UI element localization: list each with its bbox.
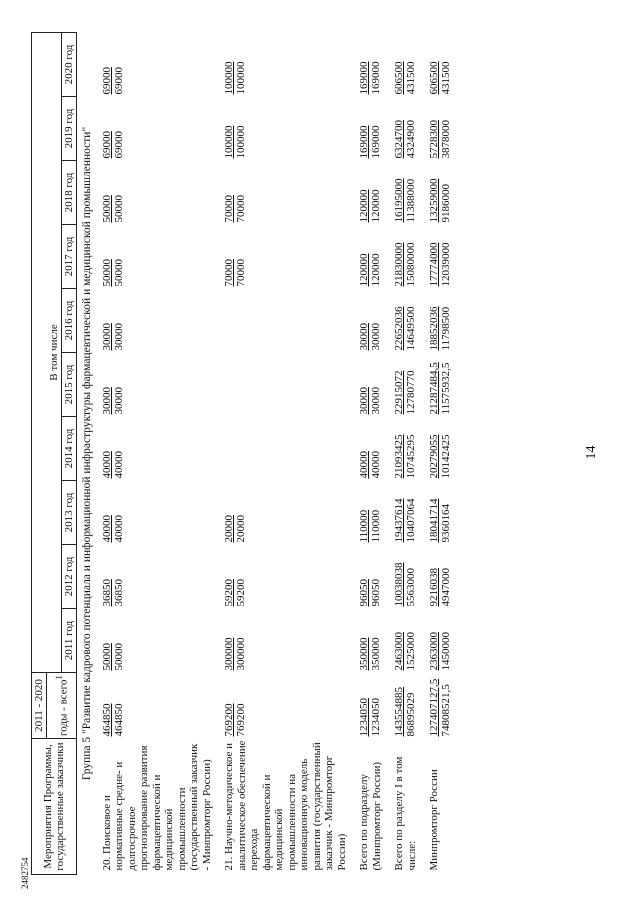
year-cell (428, 33, 452, 97)
value-total: 169000 (358, 61, 370, 95)
value-federal: 30000 (112, 323, 125, 351)
value-federal: 50000 (112, 643, 125, 671)
value-federal: 3878000 (440, 120, 452, 159)
value-federal: 10407064 (405, 498, 417, 543)
value-total: 17774000 (428, 242, 440, 287)
row-spacer (383, 33, 393, 875)
group-title: Группа 5 "Развитие кадрового потенциала и информационной инфраструктуры фармацевтической и медицинской промышленности" (80, 126, 93, 781)
value-federal: 431500 (405, 61, 417, 95)
value-federal: 14649500 (405, 306, 417, 351)
year-cell (428, 225, 452, 289)
row-spacer (452, 33, 462, 875)
value-federal: 120000 (370, 189, 382, 223)
value-total: 127407127,5 (428, 678, 440, 737)
year-2017: 2017 год (61, 225, 76, 289)
year-2020: 2020 год (61, 33, 76, 97)
spacer-cell (452, 33, 462, 875)
value-total: 1234050 (358, 698, 370, 737)
value-federal: 96050 (370, 579, 382, 607)
value-total: 120000 (358, 253, 370, 287)
year-cell (428, 161, 452, 225)
value-federal: 1525000 (405, 632, 417, 671)
value-total: 40000 (100, 451, 113, 479)
year-cell (358, 97, 383, 161)
table-row (393, 33, 418, 875)
value-federal: 4947000 (440, 568, 452, 607)
year-2012: 2012 год (61, 545, 76, 609)
value-total: 30000 (100, 387, 113, 415)
year-cell (358, 225, 383, 289)
header-period: 2011 - 2020 (32, 673, 47, 739)
year-cell (101, 353, 214, 417)
row-name: 20. Поисковое и нормативные средне- и долгосрочное прогнозирование развития фармацевтической и медицинской промышленности (государственный заказчик - Минпромторг России) (100, 743, 213, 871)
year-cell (358, 161, 383, 225)
value-total: 59200 (223, 579, 235, 607)
value-total: 10038038 (393, 562, 405, 607)
value-total: 606500 (428, 61, 440, 95)
year-cell (393, 545, 418, 609)
row-name: Минпромторг России (428, 769, 440, 871)
header-activity: Мероприятия Программы, государственные заказчики (32, 739, 77, 875)
value-federal: 9360164 (440, 504, 452, 543)
value-federal: 36850 (112, 579, 125, 607)
year-cell (393, 161, 418, 225)
value-total: 21830000 (393, 242, 405, 287)
year-cell (428, 481, 452, 545)
value-federal: 40000 (370, 451, 382, 479)
value-total: 69000 (100, 67, 113, 95)
value-federal: 10745295 (405, 434, 417, 479)
value-federal: 12780770 (405, 370, 417, 415)
value-total: 30000 (358, 323, 370, 351)
year-cell (101, 97, 214, 161)
value-total: 40000 (358, 451, 370, 479)
year-cell (358, 545, 383, 609)
year-cell (358, 481, 383, 545)
value-total: 50000 (100, 195, 113, 223)
value-total: 5728300 (428, 120, 440, 159)
year-2011: 2011 год (61, 609, 76, 673)
value-federal: 769200 (235, 703, 247, 737)
year-cell (428, 353, 452, 417)
year-cell (393, 481, 418, 545)
value-federal: 1234050 (370, 698, 382, 737)
value-federal: 5563000 (405, 568, 417, 607)
value-total: 606500 (393, 61, 405, 95)
value-federal: 11388000 (405, 178, 417, 223)
total-cell (428, 673, 452, 739)
year-2013: 2013 год (61, 481, 76, 545)
value-federal: 1450000 (440, 632, 452, 671)
value-federal: 20000 (235, 515, 247, 543)
value-federal: 11575932,5 (440, 362, 452, 415)
year-cell (393, 97, 418, 161)
value-total: 9216038 (428, 568, 440, 607)
value-federal: 70000 (235, 195, 247, 223)
year-cell (101, 161, 214, 225)
value-total: 96050 (358, 579, 370, 607)
total-cell (223, 673, 348, 739)
spacer-cell (383, 33, 393, 875)
row-name: Всего по подразделу (Минпромторг России) (358, 761, 383, 871)
value-total: 18041714 (428, 498, 440, 543)
year-cell (358, 353, 383, 417)
value-total: 350000 (358, 637, 370, 671)
year-cell (428, 545, 452, 609)
year-cell (223, 33, 348, 97)
value-total: 70000 (223, 259, 235, 287)
year-cell (358, 609, 383, 673)
page-number: 14 (584, 445, 599, 460)
total-cell (358, 673, 383, 739)
value-total: 36850 (100, 579, 113, 607)
year-cell (101, 33, 214, 97)
spacer-cell (418, 33, 428, 875)
table-row (428, 33, 452, 875)
year-cell (393, 225, 418, 289)
value-total: 300000 (223, 637, 235, 671)
value-total: 19437614 (393, 498, 405, 543)
year-cell (428, 609, 452, 673)
value-total: 2463000 (393, 632, 405, 671)
year-cell (358, 33, 383, 97)
year-2018: 2018 год (61, 161, 76, 225)
row-spacer (418, 33, 428, 875)
value-total: 69000 (100, 131, 113, 159)
year-2015: 2015 год (61, 353, 76, 417)
year-cell (223, 97, 348, 161)
value-total: 143554885 (393, 687, 405, 737)
value-federal: 4324900 (405, 120, 417, 159)
row-spacer (213, 33, 223, 875)
value-total: 40000 (100, 515, 113, 543)
row-spacer (348, 33, 358, 875)
year-2016: 2016 год (61, 289, 76, 353)
year-cell (101, 225, 214, 289)
year-cell (223, 481, 348, 545)
value-federal: 86895029 (405, 692, 417, 737)
value-total: 22915072 (393, 370, 405, 415)
year-2014: 2014 год (61, 417, 76, 481)
year-cell (101, 545, 214, 609)
header-total: годы - всего$^1$ (47, 673, 77, 739)
value-federal: 50000 (112, 195, 125, 223)
financing-table (31, 32, 462, 875)
value-federal: 40000 (112, 515, 125, 543)
value-total: 6324700 (393, 120, 405, 159)
value-federal: 69000 (112, 131, 125, 159)
value-total: 21287484,5 (428, 362, 440, 415)
value-federal: 431500 (440, 61, 452, 95)
year-cell (393, 353, 418, 417)
year-2019: 2019 год (61, 97, 76, 161)
value-total: 100000 (223, 125, 235, 159)
value-total: 769200 (223, 703, 235, 737)
value-federal: 69000 (112, 67, 125, 95)
value-total: 22652036 (393, 306, 405, 351)
year-cell (223, 609, 348, 673)
value-federal: 12039000 (440, 242, 452, 287)
value-total: 120000 (358, 189, 370, 223)
group-row (76, 33, 101, 875)
year-cell (223, 545, 348, 609)
header-spacer (32, 33, 47, 673)
table-body (76, 33, 462, 875)
spacer-cell (213, 33, 223, 875)
value-total: 2363000 (428, 632, 440, 671)
value-federal: 100000 (235, 125, 247, 159)
year-cell (393, 33, 418, 97)
row-name: Всего по разделу I в том числе: (393, 756, 418, 871)
year-cell (428, 289, 452, 353)
value-total: 20000 (223, 515, 235, 543)
year-cell (428, 97, 452, 161)
value-federal: 30000 (370, 387, 382, 415)
value-total: 30000 (358, 387, 370, 415)
value-federal: 464850 (112, 703, 125, 737)
value-total: 50000 (100, 259, 113, 287)
table-row (101, 33, 214, 875)
value-federal: 30000 (112, 387, 125, 415)
value-federal: 59200 (235, 579, 247, 607)
year-cell (393, 417, 418, 481)
year-cell (101, 289, 214, 353)
year-cell (101, 481, 214, 545)
year-cell (358, 417, 383, 481)
value-federal: 169000 (370, 61, 382, 95)
value-federal: 100000 (235, 61, 247, 95)
value-total: 16195000 (393, 178, 405, 223)
value-total: 20279055 (428, 434, 440, 479)
value-total: 21093425 (393, 434, 405, 479)
total-cell (393, 673, 418, 739)
year-cell (223, 161, 348, 225)
value-federal: 169000 (370, 125, 382, 159)
value-federal: 30000 (370, 323, 382, 351)
value-federal: 70000 (235, 259, 247, 287)
value-federal: 50000 (112, 259, 125, 287)
year-cell (223, 289, 348, 353)
spacer-cell (348, 33, 358, 875)
year-cell (428, 417, 452, 481)
value-federal: 10142425 (440, 434, 452, 479)
value-total: 70000 (223, 195, 235, 223)
value-total: 464850 (100, 703, 113, 737)
value-federal: 11798500 (440, 306, 452, 351)
value-federal: 110000 (370, 509, 382, 543)
document-code: 2482754 (20, 857, 30, 889)
year-cell (223, 353, 348, 417)
value-total: 50000 (100, 643, 113, 671)
row-name: 21. Научно-методическое и аналитическое обеспечение перехода фармацевтической и медицинской промышленности на инновационную модель развития (государственный заказчик - Минпромторг России) (223, 740, 348, 871)
value-total: 13259000 (428, 178, 440, 223)
year-cell (393, 289, 418, 353)
value-total: 18852036 (428, 306, 440, 351)
value-federal: 40000 (112, 451, 125, 479)
value-federal: 120000 (370, 253, 382, 287)
value-total: 110000 (358, 509, 370, 543)
table-header (32, 33, 77, 875)
year-cell (101, 417, 214, 481)
table-row (358, 33, 383, 875)
value-federal: 350000 (370, 637, 382, 671)
value-federal: 300000 (235, 637, 247, 671)
year-cell (101, 609, 214, 673)
header-including: В том числе (47, 33, 62, 673)
value-federal: 9186000 (440, 184, 452, 223)
value-federal: 74808521,5 (440, 684, 452, 737)
value-federal: 15080000 (405, 242, 417, 287)
table-row (223, 33, 348, 875)
value-total: 30000 (100, 323, 113, 351)
year-cell (358, 289, 383, 353)
year-cell (223, 225, 348, 289)
year-cell (393, 609, 418, 673)
value-total: 100000 (223, 61, 235, 95)
year-cell (223, 417, 348, 481)
total-cell (101, 673, 214, 739)
value-total: 169000 (358, 125, 370, 159)
